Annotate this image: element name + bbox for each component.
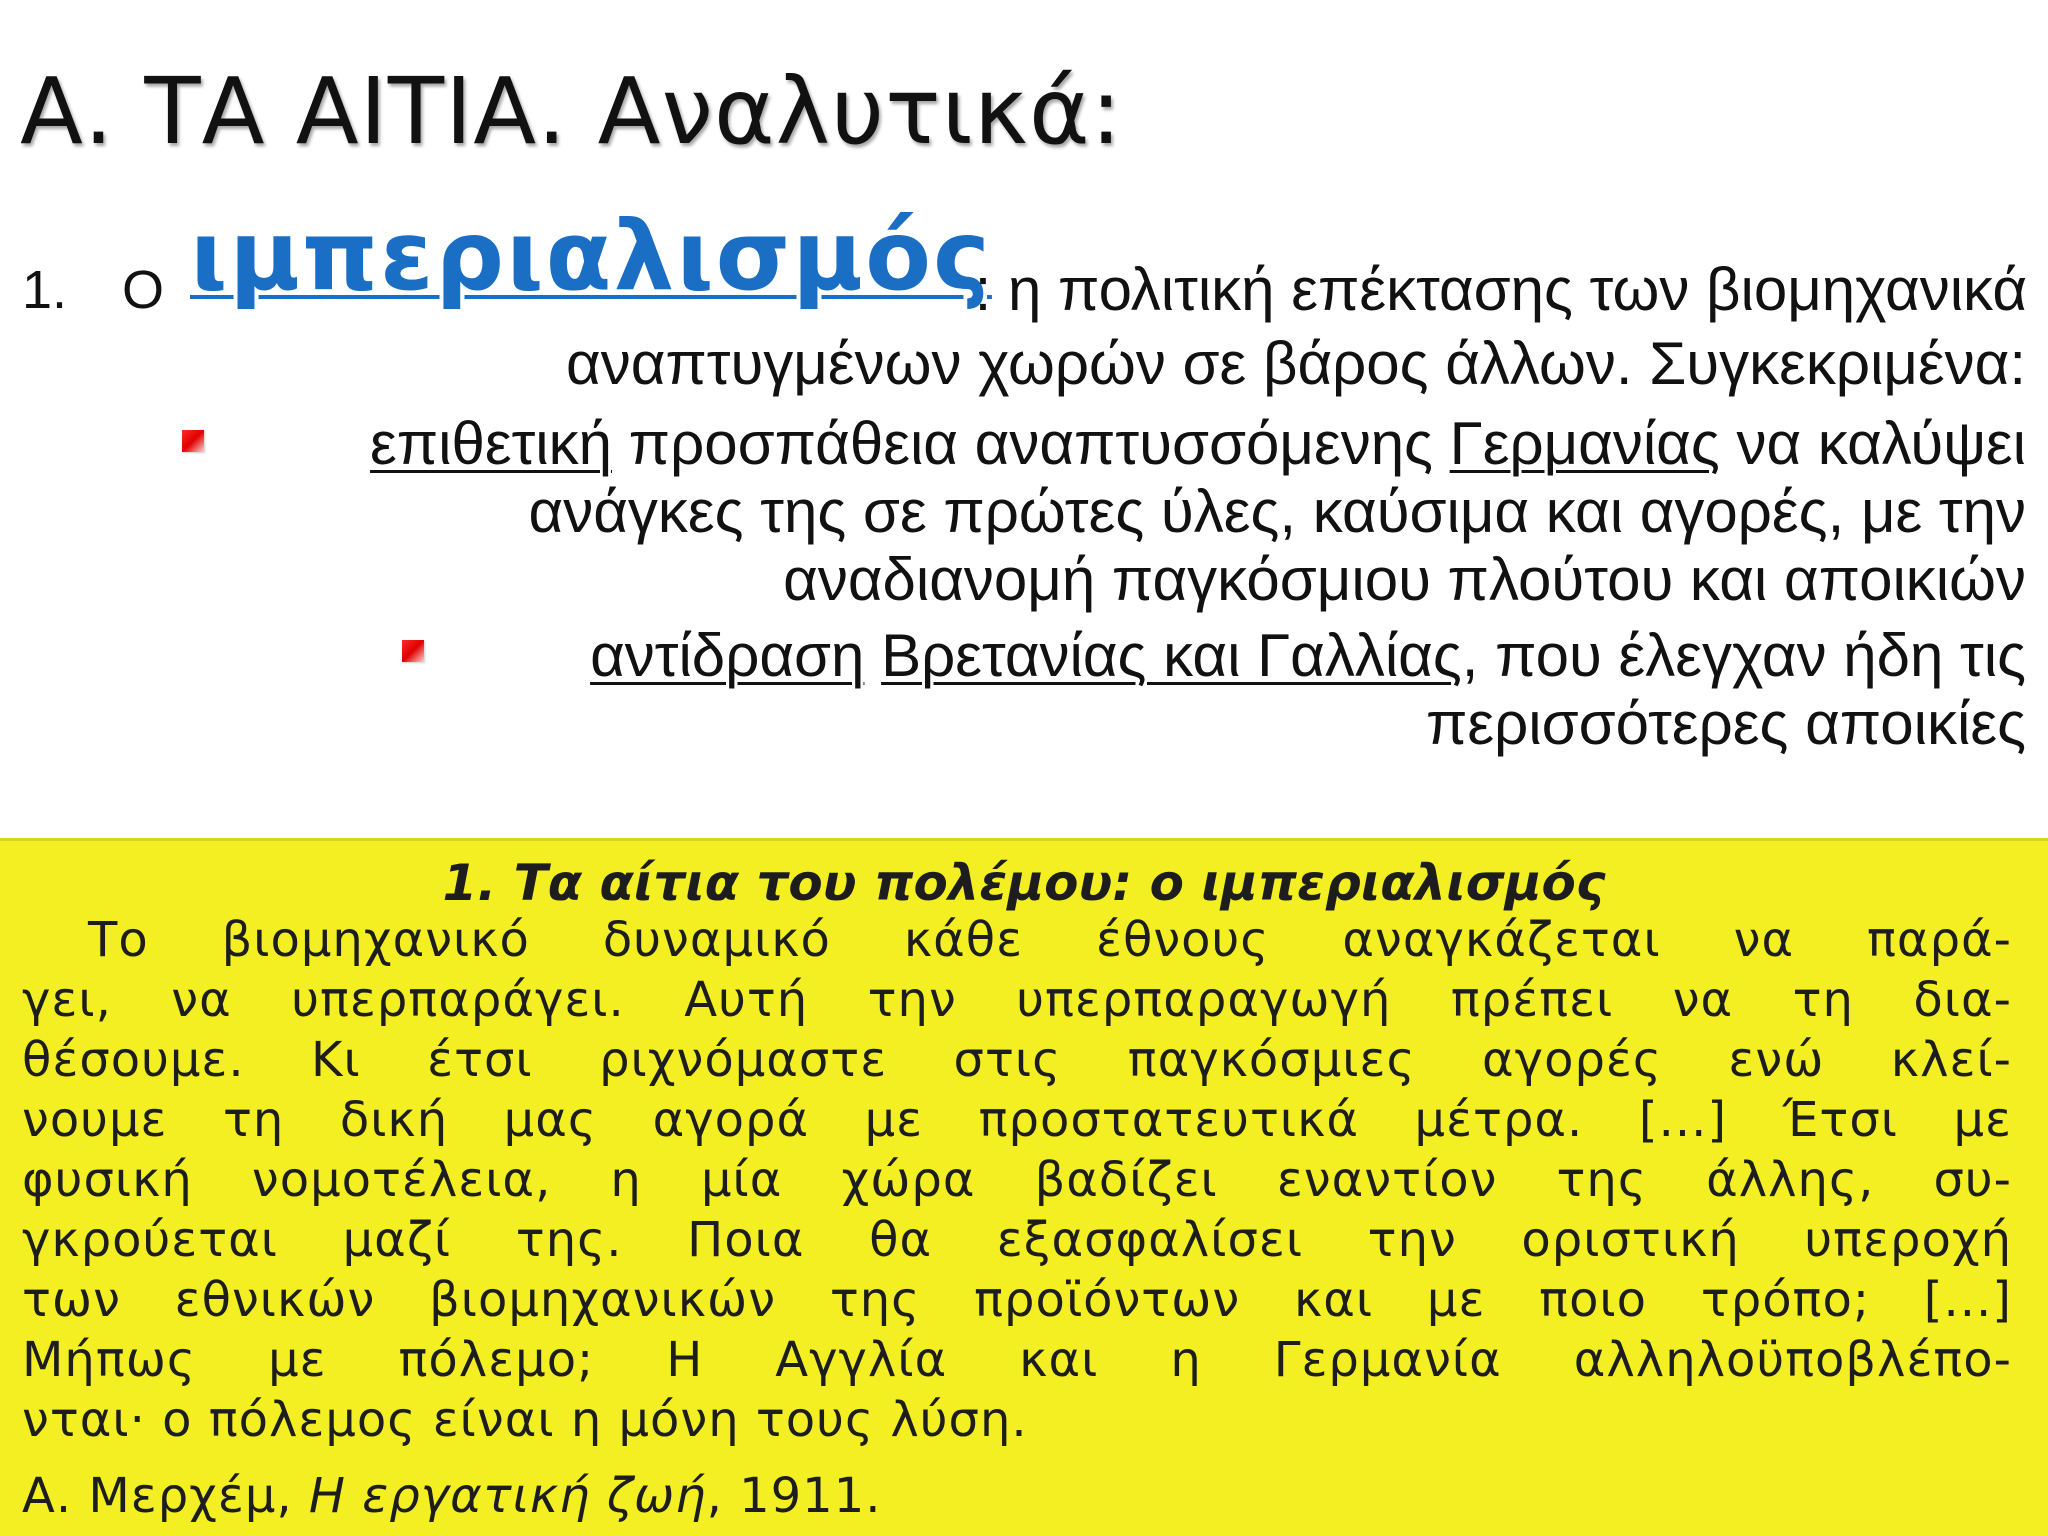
source-year: , 1911. xyxy=(706,1468,882,1524)
bullet-text xyxy=(864,622,881,689)
item-definition-cont: αναπτυγμένων χωρών σε βάρος άλλων. Συγκεκριμένα: xyxy=(566,330,2026,397)
quote-line: νουμε τη δική μας αγορά με προστατευτικά μέτρα. [...] Έτσι με xyxy=(22,1092,2012,1148)
quote-source xyxy=(22,1468,882,1524)
underlined-word: Βρετανίας και Γαλλίας xyxy=(881,622,1462,689)
source-work: Η εργατική ζωή xyxy=(308,1468,707,1524)
bullet-1-line-1 xyxy=(370,410,2026,478)
underlined-word: Γερμανίας xyxy=(1449,410,1720,477)
bullet-text: να καλύψει xyxy=(1719,410,2026,477)
quote-line: Μήπως με πόλεμο; Η Αγγλία και η Γερμανία αλληλοϋποβλέπο- xyxy=(22,1332,2012,1388)
quote-line: γει, να υπερπαράγει. Αυτή την υπερπαραγωγή πρέπει να τη δια- xyxy=(22,972,2012,1028)
quote-title: 1. Τα αίτια του πολέμου: ο ιμπεριαλισμός xyxy=(442,854,1606,912)
bullet-text: , που έλεγχαν ήδη τις xyxy=(1461,622,2026,689)
item-definition: : η πολιτική επέκτασης των βιομηχανικά xyxy=(974,256,2027,323)
bullet-1-line-3: αναδιανομή παγκόσμιου πλούτου και αποικιών xyxy=(783,546,2026,613)
bullet-text: προσπάθεια αναπτυσσόμενης xyxy=(612,410,1450,477)
keyword-imperialism: ιμπεριαλισμός xyxy=(190,200,992,312)
bullet-square-icon xyxy=(182,430,204,452)
bullet-2-line-1 xyxy=(590,622,2026,690)
item-number: 1. xyxy=(22,260,68,320)
item-1 xyxy=(22,200,2027,342)
quote-line: θέσουμε. Κι έτσι ριχνόμαστε στις παγκόσμιες αγορές ενώ κλεί- xyxy=(22,1032,2012,1088)
quote-line: γκρούεται μαζί της. Ποια θα εξασφαλίσει την οριστική υπεροχή xyxy=(22,1212,2012,1268)
slide-title: Α. ΤΑ ΑΙΤΙΑ. Αναλυτικά: xyxy=(20,58,1123,165)
bullet-1-line-2: ανάγκες της σε πρώτες ύλες, καύσιμα και αγορές, με την xyxy=(528,478,2026,545)
quote-line: Το βιομηχανικό δυναμικό κάθε έθνους αναγκάζεται να παρά- xyxy=(88,912,2012,968)
quote-line: των εθνικών βιομηχανικών της προϊόντων και με ποιο τρόπο; [...] xyxy=(22,1272,2012,1328)
underlined-word: επιθετική xyxy=(370,410,613,477)
bullet-2-line-2: περισσότερες αποικίες xyxy=(1425,690,2026,757)
bullet-square-icon xyxy=(402,640,424,662)
item-article: Ο xyxy=(122,260,165,320)
underlined-word: αντίδραση xyxy=(590,622,865,689)
quote-line: νται· ο πόλεμος είναι η μόνη τους λύση. xyxy=(22,1392,1028,1448)
quote-line: φυσική νομοτέλεια, η μία χώρα βαδίζει εναντίον της άλλης, συ- xyxy=(22,1152,2012,1208)
source-author: Α. Μερχέμ, xyxy=(22,1468,309,1524)
